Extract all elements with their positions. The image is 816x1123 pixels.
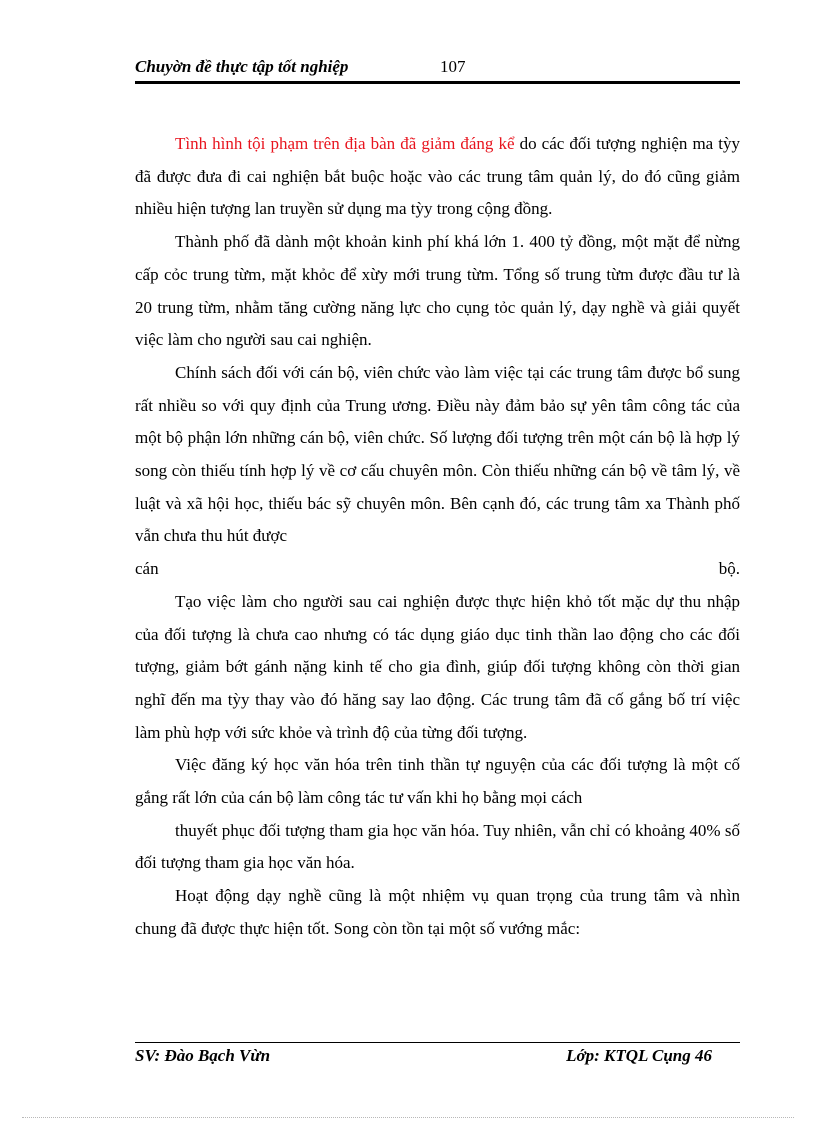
highlighted-text: Tình hình tội phạm trên địa bàn đã giảm đáng kể	[175, 134, 515, 153]
page-header	[135, 57, 740, 83]
paragraph-text: thuyết phục đối tượng tham gia học văn hóa. Tuy nhiên, vẫn chỉ có khoảng 40% số đối tượng tham gia học văn hóa.	[135, 820, 740, 873]
paragraph-text: do các đối tượng nghiện ma tỳy đã được đưa đi cai nghiện bắt buộc hoặc vào các trung tâm quản lý, do đó cũng giảm nhiều hiện tượng lan truyền sử dụng ma tỳy trong cộng đồng.	[135, 134, 741, 219]
line-end-word: bộ.	[718, 559, 740, 579]
paragraph-staff-policy: Chính sách đối với cán bộ, viên chức vào làm việc tại các trung tâm được bổ sung rất nhiều so với quy định của Trung ương. Điều này đảm bảo sự yên tâm công tác của một bộ phận lớn những cán bộ, viên chức. Số lượng đối tượng trên một cán bộ là hợp lý song còn thiếu tính hợp lý về cơ cấu chuyên môn. Còn thiếu những cán bộ về tâm lý, về luật và xã hội học, thiếu bác sỹ chuyên môn. Bên cạnh đó, các trung tâm xa Thành phố vẫn chưa thu hút được	[135, 362, 740, 546]
page-number: 107	[440, 57, 466, 76]
paragraph-education-continued	[135, 815, 740, 880]
page-footer	[135, 1040, 740, 1070]
header-title: Chuyờn đề thực tập tốt nghiệp	[135, 57, 349, 76]
footer-rule	[135, 1042, 740, 1043]
paragraph-education: Việc đăng ký học văn hóa trên tinh thần tự nguyện của các đối tượng là một cố gắng rất lớn của cán bộ làm công tác tư vấn khi họ bằng mọi cách	[135, 755, 740, 808]
header-rule	[135, 81, 740, 84]
paragraph-employment: Tạo việc làm cho người sau cai nghiện được thực hiện khỏ tốt mặc dự thu nhập của đối tượng là chưa cao nhưng có tác dụng giáo dục tinh thần lao động cho các đối tượng, giảm bớt gánh nặng kinh tế cho gia đình, giúp đối tượng không còn thời gian nghĩ đến ma tỳy thay vào đó hăng say lao động. Các trung tâm đã cố gắng bố trí việc làm phù hợp với sức khỏe và trình độ của từng đối tượng.	[135, 591, 740, 742]
footer-class: Lớp: KTQL Cụng 46	[566, 1046, 712, 1065]
paragraph-crime-reduction	[135, 128, 740, 226]
body-text	[135, 128, 740, 946]
paragraph-funding: Thành phố đã dành một khoản kinh phí khá lớn 1. 400 tỷ đồng, một mặt để nừng cấp cỏc trung từm, mặt khỏc để xừy mới trung từm. Tổng số trung từm được đầu tư là 20 trung từm, nhằm tăng cường năng lực cho cụng tỏc quản lý, dạy nghề và giải quyết việc làm cho người sau cai nghiện.	[135, 232, 740, 350]
paragraph-vocational-training: Hoạt động dạy nghề cũng là một nhiệm vụ quan trọng của trung tâm và nhìn chung đã được thực hiện tốt. Song còn tồn tại một số vướng mắc:	[135, 886, 740, 938]
line-start-word: cán	[135, 559, 159, 579]
justified-line	[135, 553, 740, 586]
page-edge-divider	[22, 1117, 794, 1118]
footer-student-name: SV: Đào Bạch Vừn	[135, 1046, 271, 1065]
